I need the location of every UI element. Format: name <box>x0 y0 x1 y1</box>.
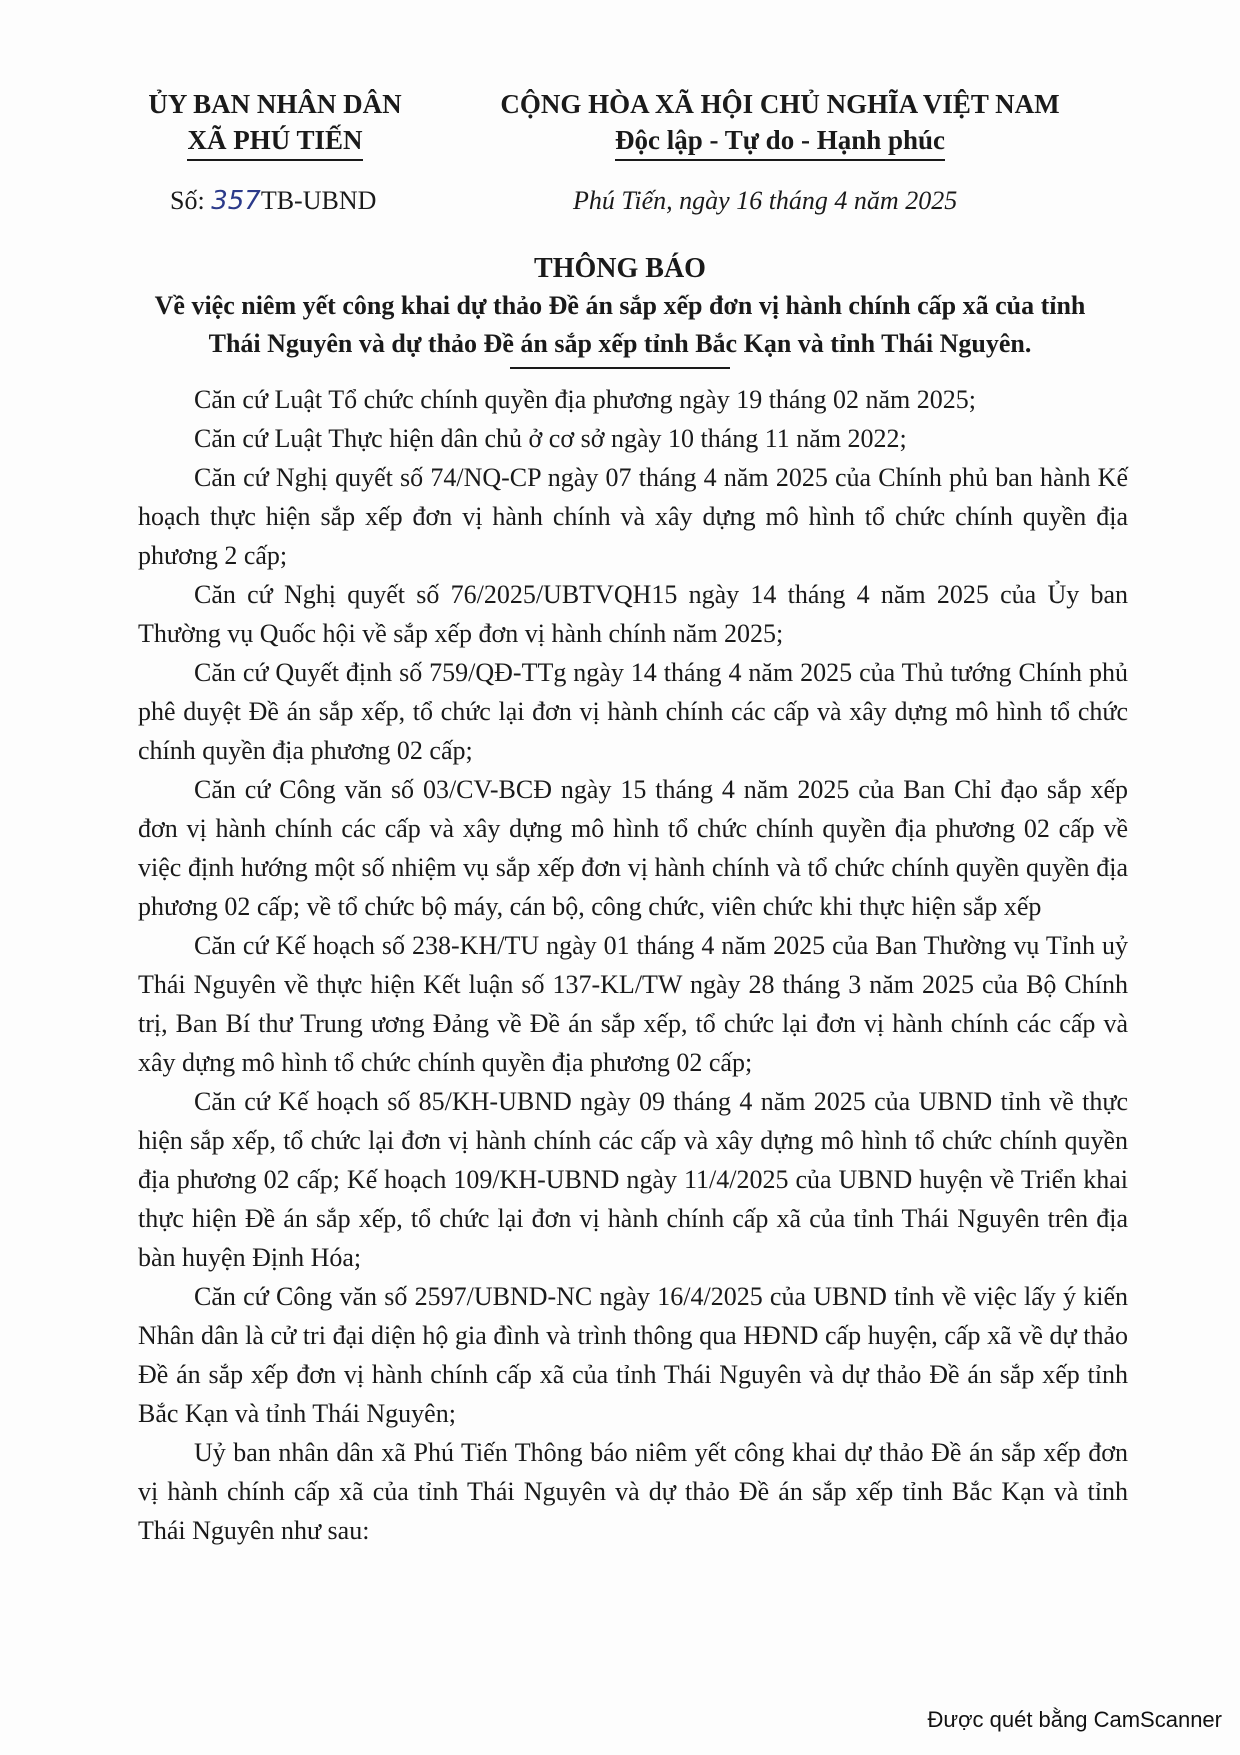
title-underline <box>510 367 730 369</box>
org-name-line2: XÃ PHÚ TIẾN <box>187 122 362 161</box>
nation-name: CỘNG HÒA XÃ HỘI CHỦ NGHĨA VIỆT NAM <box>500 89 1060 119</box>
document-body <box>138 380 1128 1550</box>
body-paragraph: Căn cứ Luật Thực hiện dân chủ ở cơ sở ngày 10 tháng 11 năm 2022; <box>194 424 907 453</box>
body-paragraph: Căn cứ Kế hoạch số 238-KH/TU ngày 01 tháng 4 năm 2025 của Ban Thường vụ Tỉnh uỷ Thái Nguyên về thực hiện Kết luận số 137-KL/TW ngày 28 tháng 3 năm 2025 của Bộ Chính trị, Ban Bí thư Trung ương Đảng về Đề án sắp xếp, tổ chức lại đơn vị hành chính các cấp và xây dựng mô hình tổ chức chính quyền địa phương 02 cấp; <box>138 931 1128 1077</box>
doc-number-suffix: TB-UBND <box>260 186 377 215</box>
document-number <box>170 186 376 216</box>
body-paragraph: Căn cứ Kế hoạch số 85/KH-UBND ngày 09 tháng 4 năm 2025 của UBND tỉnh về thực hiện sắp xếp, tổ chức lại đơn vị hành chính các cấp và xây dựng mô hình tổ chức chính quyền địa phương 02 cấp; Kế hoạch 109/KH-UBND ngày 11/4/2025 của UBND huyện về Triển khai thực hiện Đề án sắp xếp, tổ chức lại đơn vị hành chính cấp xã của tỉnh Thái Nguyên trên địa bàn huyện Định Hóa; <box>138 1087 1128 1272</box>
body-paragraph: Căn cứ Luật Tổ chức chính quyền địa phương ngày 19 tháng 02 năm 2025; <box>194 385 976 414</box>
body-paragraph: Căn cứ Công văn số 2597/UBND-NC ngày 16/4/2025 của UBND tỉnh về việc lấy ý kiến Nhân dân là cử tri đại diện hộ gia đình và trình thông qua HĐND cấp huyện, cấp xã về dự thảo Đề án sắp xếp đơn vị hành chính cấp xã của tỉnh Thái Nguyên và dự thảo Đề án sắp xếp tỉnh Bắc Kạn và tỉnh Thái Nguyên; <box>138 1282 1128 1428</box>
place-date-line: Phú Tiến, ngày 16 tháng 4 năm 2025 <box>573 186 958 215</box>
body-paragraph: Căn cứ Nghị quyết số 76/2025/UBTVQH15 ngày 14 tháng 4 năm 2025 của Ủy ban Thường vụ Quốc hội về sắp xếp đơn vị hành chính năm 2025; <box>138 580 1128 648</box>
national-heading <box>460 86 1100 161</box>
document-subtitle: Về việc niêm yết công khai dự thảo Đề án sắp xếp đơn vị hành chính cấp xã của tỉnh Thái Nguyên và dự thảo Đề án sắp xếp tỉnh Bắc Kạn và tỉnh Thái Nguyên. <box>154 291 1086 358</box>
body-paragraph: Căn cứ Công văn số 03/CV-BCĐ ngày 15 tháng 4 năm 2025 của Ban Chỉ đạo sắp xếp đơn vị hành chính các cấp và xây dựng mô hình tổ chức chính quyền địa phương 02 cấp về việc định hướng một số nhiệm vụ sắp xếp đơn vị hành chính và tổ chức chính quyền quyền địa phương 02 cấp; về tổ chức bộ máy, cán bộ, công chức, viên chức khi thực hiện sắp xếp <box>138 775 1128 921</box>
body-paragraph: Căn cứ Nghị quyết số 74/NQ-CP ngày 07 tháng 4 năm 2025 của Chính phủ ban hành Kế hoạch thực hiện sắp xếp đơn vị hành chính và xây dựng mô hình tổ chức chính quyền địa phương 2 cấp; <box>138 463 1128 570</box>
doc-number-handwritten: 357 <box>211 186 261 216</box>
body-paragraph: Uỷ ban nhân dân xã Phú Tiến Thông báo niêm yết công khai dự thảo Đề án sắp xếp đơn vị hành chính cấp xã của tỉnh Thái Nguyên và dự thảo Đề án sắp xếp tỉnh Bắc Kạn và tỉnh Thái Nguyên như sau: <box>138 1438 1128 1545</box>
doc-number-prefix: Số: <box>170 186 212 215</box>
national-motto: Độc lập - Tự do - Hạnh phúc <box>615 122 945 161</box>
scanner-watermark: Được quét bằng CamScanner <box>927 1707 1222 1732</box>
org-name-line1: ỦY BAN NHÂN DÂN <box>148 89 402 119</box>
body-paragraph: Căn cứ Quyết định số 759/QĐ-TTg ngày 14 tháng 4 năm 2025 của Thủ tướng Chính phủ phê duyệt Đề án sắp xếp, tổ chức lại đơn vị hành chính các cấp và xây dựng mô hình tổ chức chính quyền địa phương 02 cấp; <box>138 658 1128 765</box>
document-title: THÔNG BÁO <box>534 253 706 284</box>
issuing-organization <box>130 86 420 161</box>
title-block <box>130 251 1110 369</box>
